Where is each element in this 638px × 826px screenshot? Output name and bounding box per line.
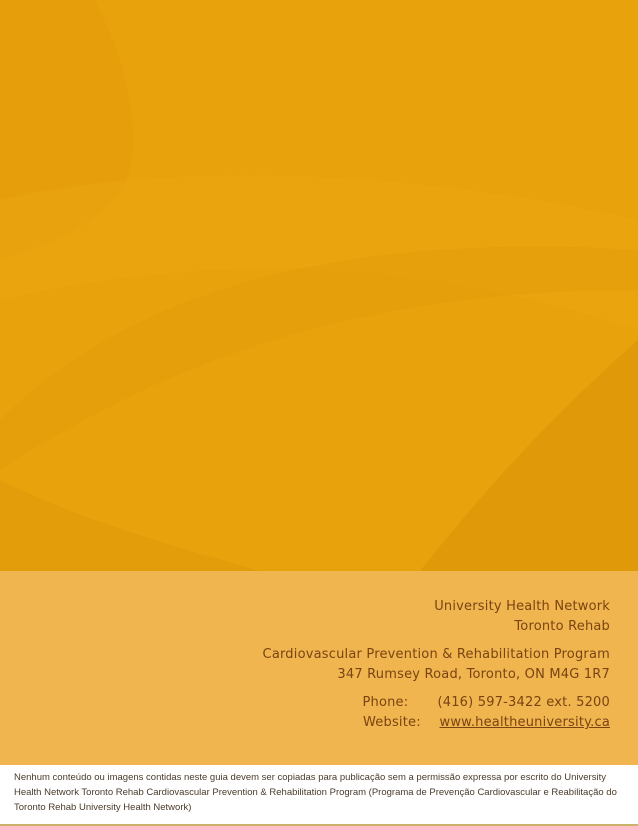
organization-name: University Health Network (434, 599, 610, 614)
program-address: 347 Rumsey Road, Toronto, ON M4G 1R7 (337, 667, 610, 682)
program-block (263, 645, 610, 685)
copyright-disclaimer (0, 765, 638, 826)
phone-row (362, 693, 610, 713)
wave-shape-bottom-right (420, 340, 638, 571)
contact-block (362, 693, 610, 733)
website-label: Website: (363, 715, 421, 730)
program-name: Cardiovascular Prevention & Rehabilitation Program (262, 647, 610, 662)
contact-info-band (0, 571, 638, 765)
disclaimer-text: Nenhum conteúdo ou imagens contidas neste guia devem ser copiadas para publicação sem a permissão expressa por escrito do University Health Network Toronto Rehab Cardiovascular Prevention & Rehabilitation Program (Programa de Prevenção Cardiovascular e Reabilitação do Toronto Rehab University Health Network) (14, 772, 617, 813)
website-link[interactable]: www.healtheuniversity.ca (439, 715, 610, 730)
organization-division: Toronto Rehab (514, 619, 610, 634)
wave-shape-bottom-left (0, 480, 260, 571)
phone-label: Phone: (362, 695, 409, 710)
organization-block (434, 597, 610, 637)
website-row (362, 713, 610, 733)
phone-number: (416) 597-3422 ext. 5200 (437, 695, 610, 710)
